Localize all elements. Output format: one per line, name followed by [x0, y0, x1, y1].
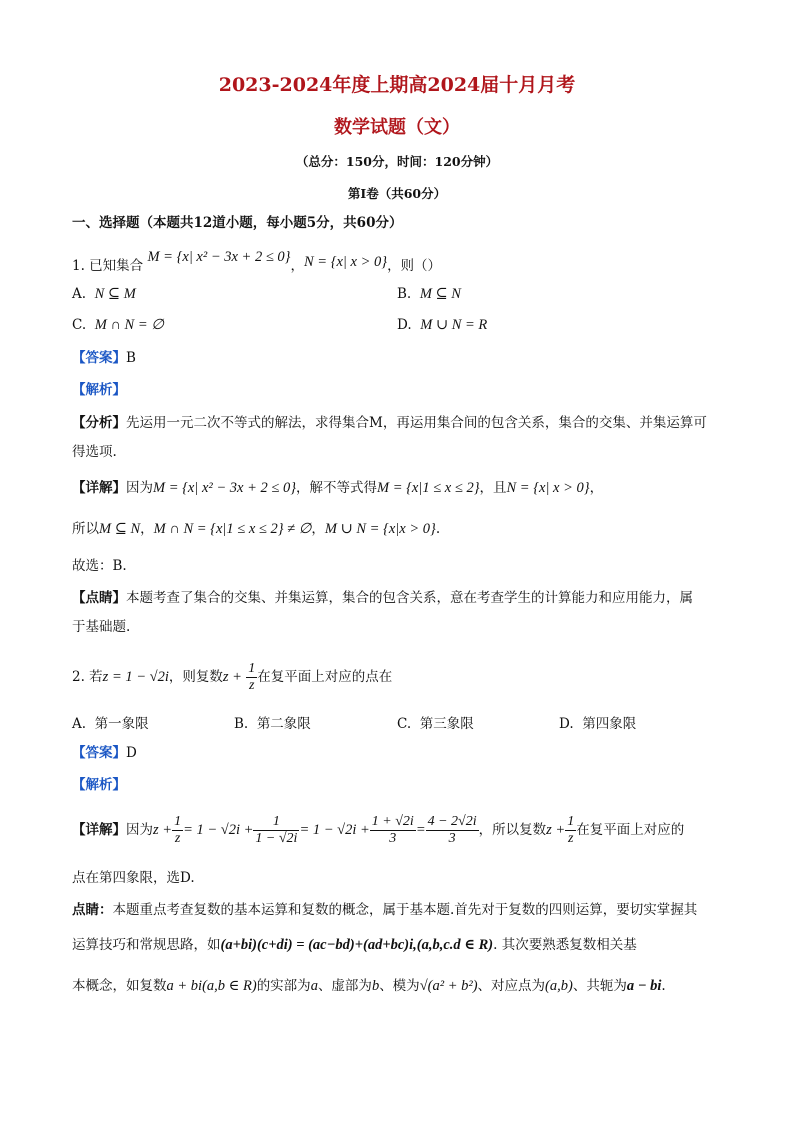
q2-detail-frac-3: $\frac{1 + √2i}{3}$	[371, 814, 414, 846]
q1-comment-line2: 于基础题.	[72, 619, 131, 635]
q2-option-b: B. 第二象限	[234, 716, 311, 732]
section-heading: 一、选择题（本题共12道小题，每小题5分，共60分）	[72, 215, 403, 231]
q2-detail-frac-5: $\frac{1}{z}$	[567, 814, 575, 846]
q1-set-n: N = {x| x > 0}	[303, 254, 388, 270]
q1-option-c: C. M ∩ N = ∅	[72, 317, 164, 333]
q1-detail-line2: 所以M ⊆ N，M ∩ N = {x|1 ≤ x ≤ 2} ≠ ∅，M ∪ N = {x|x > 0}.	[72, 521, 441, 537]
exam-subtitle: 数学试题（文）	[334, 117, 460, 138]
q2-option-c: C. 第三象限	[397, 716, 474, 732]
q2-detail-frac-4: $\frac{4 - 2√2i}{3}$	[427, 814, 477, 846]
q2-detail-line2: 点在第四象限，选D.	[72, 870, 195, 886]
q2-detail-frac-2: $\frac{1}{1 - √2i}$	[255, 814, 298, 846]
q2-note-line1: 点睛：本题重点考查复数的基本运算和复数的概念，属于基本题.首先对于复数的四则运算，要切实掌握其	[72, 902, 698, 918]
q2-detail-line1: 【详解】因为z + $\frac{1}{z}$ = 1 − √2i + $\frac{1}{1 - √2i}$ = 1 − √2i + $\frac{1 + √2i}{3}$ = $\frac{4 - 2√2i}{3}$ ，所以复数z + $\frac{1}{z}$ 在复平面上对应的	[72, 814, 685, 846]
q2-frac-1-over-z: $\frac{1}{z}$	[248, 661, 256, 693]
q1-answer: 【答案】B	[72, 350, 136, 366]
q2-option-d: D. 第四象限	[559, 716, 637, 732]
exam-title: 2023-2024年度上期高2024届十月月考	[218, 74, 576, 96]
q2-option-a: A. 第一象限	[72, 716, 149, 732]
q1-detail-line1: 【详解】因为M = {x| x² − 3x + 2 ≤ 0}，解不等式得M = {x|1 ≤ x ≤ 2}，且N = {x| x > 0}，	[72, 480, 604, 496]
q1-fenxi-line2: 得选项.	[72, 444, 117, 460]
q2-number: 2. 若	[72, 669, 103, 685]
q1-choose: 故选：B.	[72, 558, 127, 574]
q2-analysis-label: 【解析】	[72, 777, 126, 793]
q2-stem: 2. 若z = 1 − √2i，则复数z + $\frac{1}{z}$ 在复平面上对应的点在	[72, 661, 393, 693]
q1-stem: 1. 已知集合 M = {x| x² − 3x + 2 ≤ 0}，N = {x| x > 0}，则（）	[72, 249, 442, 274]
q1-set-m: M = {x| x² − 3x + 2 ≤ 0}	[147, 249, 291, 265]
exam-info: （总分：150分，时间：120分钟）	[295, 154, 499, 169]
q2-note-line3: 本概念，如复数a + bi(a,b ∈ R)的实部为a、虚部为b、模为√(a² + b²)、对应点为(a,b)、共轭为a − bi.	[72, 978, 666, 994]
q1-analysis-label: 【解析】	[72, 382, 126, 398]
q1-comment-line1: 【点睛】本题考查了集合的交集、并集运算，集合的包含关系，意在考查学生的计算能力和应用能力，属	[72, 590, 693, 606]
q1-option-b: B. M ⊆ N	[397, 286, 461, 302]
q1-option-d: D. M ∪ N = R	[397, 317, 488, 333]
q2-answer: 【答案】D	[72, 745, 137, 761]
q1-number: 1. 已知集合	[72, 258, 144, 274]
q2-detail-frac-1-over-z: $\frac{1}{z}$	[174, 814, 182, 846]
q1-option-a: A. N ⊆ M	[72, 286, 136, 302]
q1-fenxi-line1: 【分析】先运用一元二次不等式的解法，求得集合M，再运用集合间的包含关系，集合的交集、并集运算可	[72, 415, 707, 431]
volume-label: 第Ⅰ卷（共60分）	[347, 186, 447, 201]
q2-note-line2: 运算技巧和常规思路，如(a+bi)(c+di) = (ac−bd)+(ad+bc)i,(a,b,c.d ∈ R). 其次要熟悉复数相关基	[72, 937, 637, 953]
